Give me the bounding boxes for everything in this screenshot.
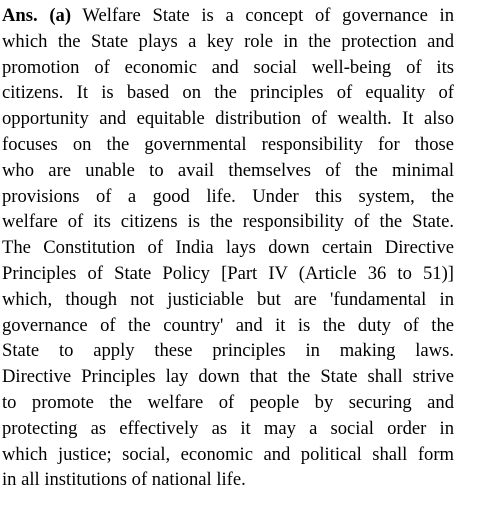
answer-line-17: protecting as effectively as it may a social order in xyxy=(2,417,454,439)
answer-line-15: Directive Principles lay down that the State shall strive xyxy=(2,366,454,388)
answer-line-18: which justice; social, economic and political shall form xyxy=(2,443,454,465)
answer-line-19: in all institutions of national life. xyxy=(2,469,246,491)
answer-line-5: opportunity and equitable distribution of wealth. It also xyxy=(2,108,454,130)
answer-line-1 xyxy=(2,3,454,29)
answer-line-10: The Constitution of India lays down certain Directive xyxy=(2,237,454,259)
answer-line-7: who are unable to avail themselves of the minimal xyxy=(2,159,454,181)
answer-line-8: provisions of a good life. Under this system, the xyxy=(2,185,454,207)
answer-line-3: promotion of economic and social well-being of its xyxy=(2,56,454,78)
answer-line-4: citizens. It is based on the principles of equality of xyxy=(2,82,454,104)
answer-label: Ans. (a) xyxy=(2,5,72,26)
answer-line-6: focuses on the governmental responsibility for those xyxy=(2,133,454,155)
answer-line-9: welfare of its citizens is the responsibility of the State. xyxy=(2,211,454,233)
answer-line-11: Principles of State Policy [Part IV (Article 36 to 51)] xyxy=(2,262,454,284)
answer-line-14: State to apply these principles in making laws. xyxy=(2,340,454,362)
answer-line-2: which the State plays a key role in the protection and xyxy=(2,30,454,52)
answer-line-16: to promote the welfare of people by securing and xyxy=(2,391,454,413)
answer-line-1-text: Welfare State is a concept of governance in xyxy=(71,5,454,26)
answer-paragraph xyxy=(2,3,454,493)
answer-line-12: which, though not justiciable but are 'fundamental in xyxy=(2,288,454,310)
answer-line-13: governance of the country' and it is the duty of the xyxy=(2,314,454,336)
